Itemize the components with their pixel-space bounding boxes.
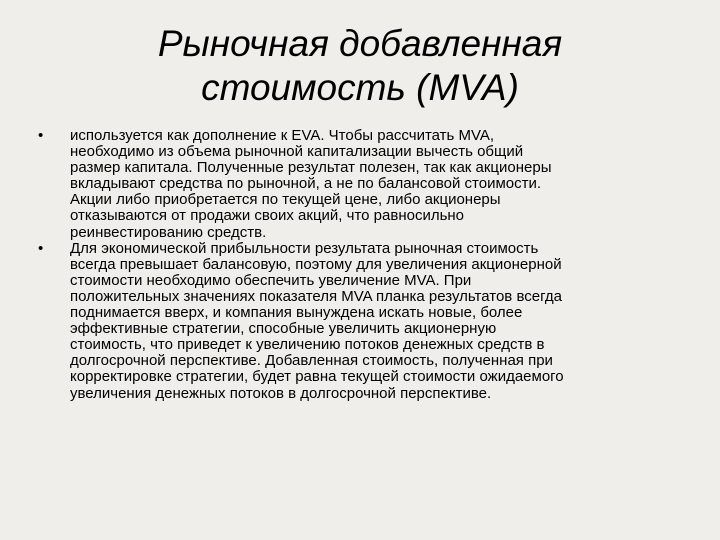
bullet-1-line-1: используется как дополнение к EVA. Чтобы рассчитать MVA, bbox=[70, 127, 495, 144]
bullet-1-line-3: размер капитала. Полученные результат полезен, так как акционеры bbox=[70, 159, 552, 177]
bullet-1-line-4: вкладывают средства по рыночной, а не по балансовой стоимости. bbox=[70, 175, 542, 193]
bullet-2-line-10: увеличения денежных потоков в долгосрочной перспективе. bbox=[70, 384, 492, 402]
bullet-2-line-6: эффективные стратегии, способные увеличить акционерную bbox=[70, 320, 497, 338]
bullet-marker-icon: • bbox=[38, 127, 44, 144]
bullet-2-line-4: положительных значениях показателя MVA планка результатов всегда bbox=[70, 287, 562, 305]
bullet-2-line-3: стоимости необходимо обеспечить увеличение MVA. При bbox=[70, 271, 472, 289]
bullet-1-line-6: отказываются от продажи своих акций, что равносильно bbox=[70, 207, 465, 225]
bullet-2-line-9: корректировке стратегии, будет равна текущей стоимости ожидаемого bbox=[70, 368, 564, 386]
bullet-item-2 bbox=[38, 241, 688, 402]
bullet-2-line-5: поднимается вверх, и компания вынуждена искать новые, более bbox=[70, 304, 523, 322]
bullet-list bbox=[38, 128, 688, 402]
bullet-2-line-2: всегда превышает балансовую, поэтому для увеличения акционерной bbox=[70, 255, 562, 273]
bullet-2-line-7: стоимость, что приведет к увеличению потоков денежных средств в bbox=[70, 336, 545, 354]
bullet-marker-icon: • bbox=[38, 239, 44, 257]
title-line-2: стоимость (MVA) bbox=[201, 67, 519, 108]
title-line-1: Рыночная добавленная bbox=[157, 23, 563, 64]
bullet-2-line-1: Для экономической прибыльности результата рыночная стоимость bbox=[70, 239, 539, 257]
slide-title bbox=[100, 22, 620, 110]
bullet-1-line-5: Акции либо приобретается по текущей цене, либо акционеры bbox=[70, 191, 501, 209]
bullet-2-line-8: долгосрочной перспективе. Добавленная стоимость, полученная при bbox=[70, 352, 553, 370]
bullet-1-line-7: реинвестированию средств. bbox=[70, 223, 267, 241]
bullet-item-1 bbox=[38, 128, 688, 241]
bullet-1-line-2: необходимо из объема рыночной капитализации вычесть общий bbox=[70, 143, 524, 161]
